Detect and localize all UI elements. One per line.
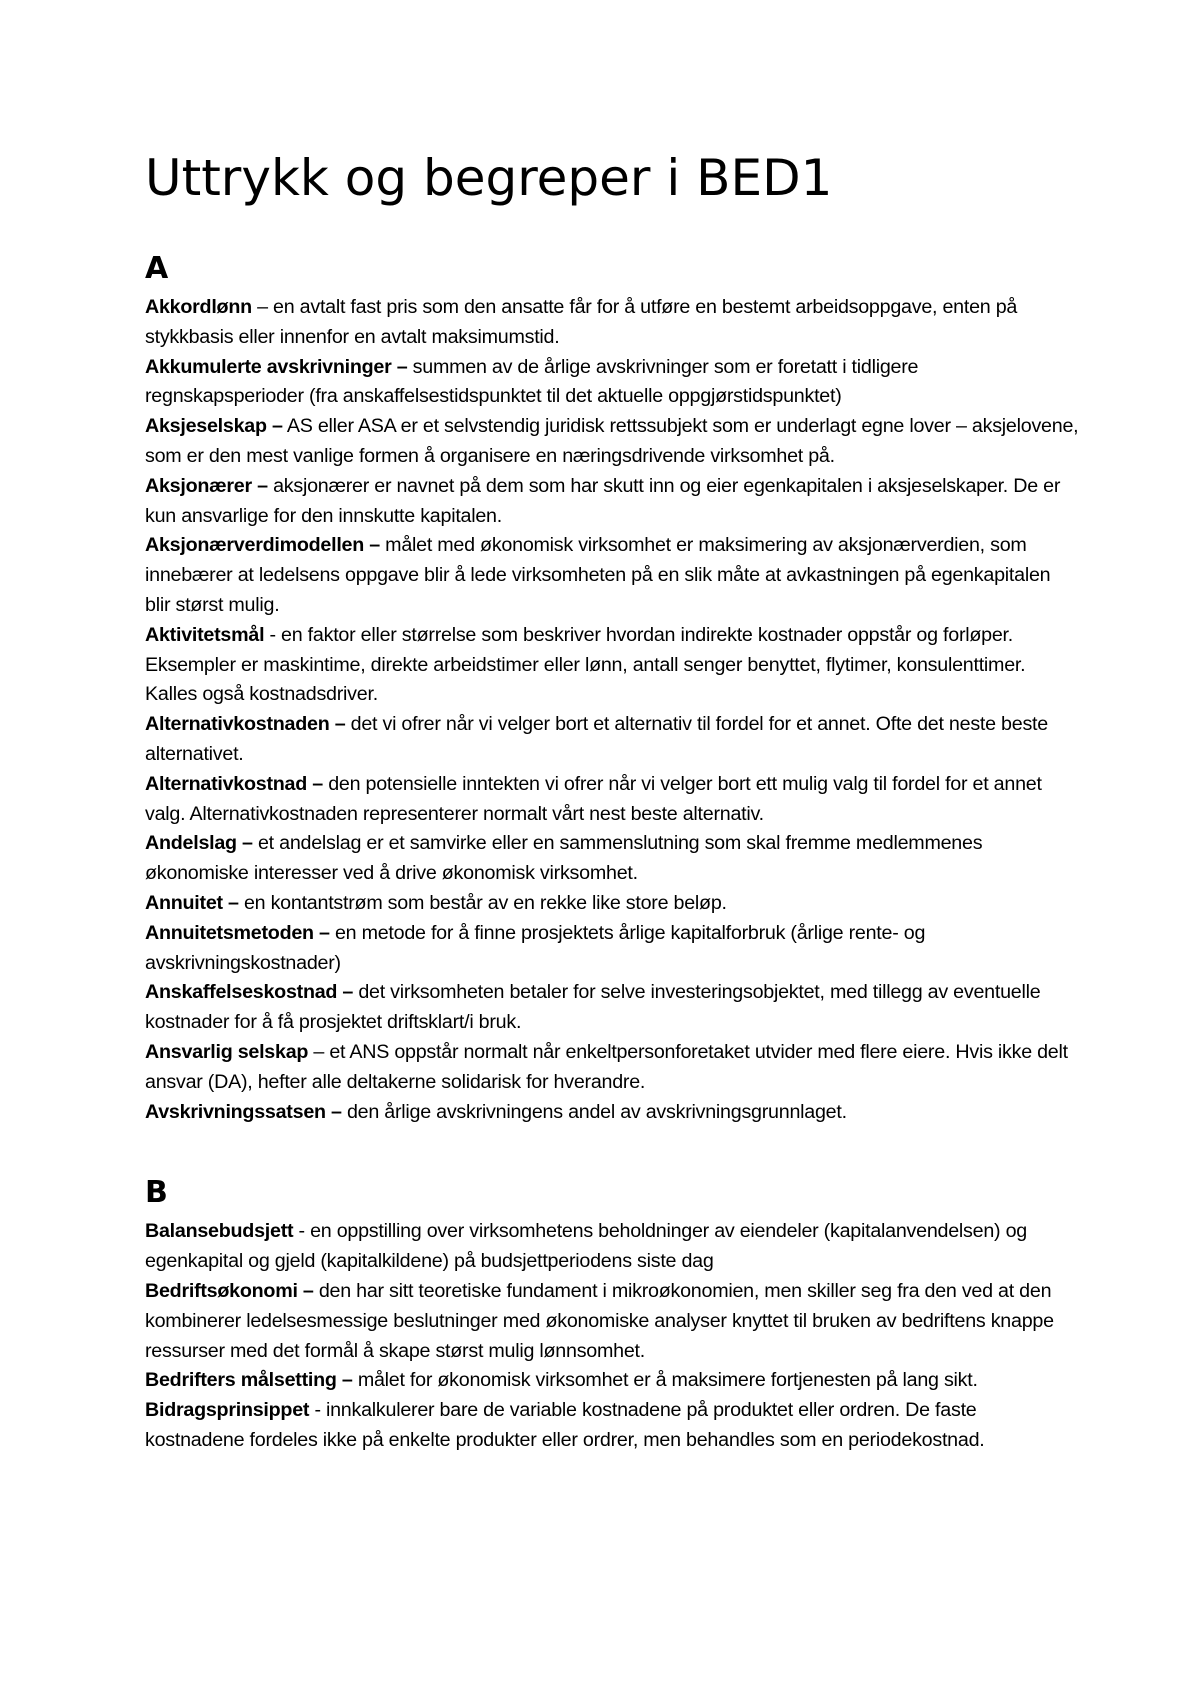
glossary-term: Annuitetsmetoden – [145, 921, 330, 944]
glossary-definition: - en oppstilling over virksomhetens beholdninger av eiendeler (kapitalanvendelsen) og egenkapital og gjeld (kapitalkildene) på budsjettperiodens siste dag [145, 1220, 1027, 1273]
glossary-term: Bedrifters målsetting – [145, 1369, 353, 1392]
glossary-definition: et andelslag er et samvirke eller en sammenslutning som skal fremme medlemmenes økonomiske interesser ved å drive økonomisk virksomhet. [145, 832, 983, 885]
glossary-term: Annuitet – [145, 891, 239, 914]
glossary-term: Avskrivningssatsen – [145, 1100, 342, 1123]
glossary-definition: – et ANS oppstår normalt når enkeltpersonforetaket utvider med flere eiere. Hvis ikke delt ansvar (DA), hefter alle deltakerne solidarisk for hverandre. [145, 1040, 1068, 1093]
glossary-definition: en kontantstrøm som består av en rekke like store beløp. [238, 891, 727, 914]
glossary-entry-aksjonaerer [145, 472, 1080, 532]
glossary-entry-anskaffelseskostnad [145, 978, 1080, 1038]
glossary-entry-annuitetsmetoden [145, 919, 1080, 979]
glossary-entry-avskrivningssatsen [145, 1098, 1080, 1128]
glossary-term: Balansebudsjett [145, 1220, 294, 1243]
glossary-term: Akkumulerte avskrivninger – [145, 355, 408, 378]
glossary-entry-balansebudsjett [145, 1217, 1080, 1277]
glossary-entry-bedriftsokonomi [145, 1277, 1080, 1366]
glossary-term: Anskaffelseskostnad – [145, 981, 354, 1004]
glossary-definition: den potensielle inntekten vi ofrer når vi velger bort ett mulig valg til fordel for et annet valg. Alternativkostnaden representerer normalt vårt nest beste alternativ. [145, 772, 1042, 825]
glossary-definition: aksjonærer er navnet på dem som har skutt inn og eier egenkapitalen i aksjeselskaper. De er kun ansvarlige for den innskutte kapitalen. [145, 474, 1061, 527]
glossary-term: Aksjeselskap – [145, 415, 283, 438]
glossary-term: Aksjonærverdimodellen – [145, 534, 380, 557]
glossary-entry-annuitet [145, 889, 1080, 919]
glossary-entry-aksjonaerverdimodellen [145, 531, 1080, 620]
glossary-entry-aksjeselskap [145, 412, 1080, 472]
glossary-term: Akkordlønn [145, 296, 252, 318]
glossary-definition: den årlige avskrivningens andel av avskrivningsgrunnlaget. [341, 1100, 847, 1123]
glossary-entry-alternativkostnad [145, 770, 1080, 830]
section-letter-a: A [145, 251, 169, 286]
glossary-term: Alternativkostnaden – [145, 713, 346, 736]
glossary-definition: det vi ofrer når vi velger bort et alternativ til fordel for et annet. Ofte det neste beste alternativet. [145, 713, 1048, 765]
glossary-definition: - en faktor eller størrelse som beskriver hvordan indirekte kostnader oppstår og forløper. Eksempler er maskintime, direkte arbeidstimer eller lønn, antall senger benyttet, flytimer, konsulenttimer. Kalles også kostnadsdriver. [145, 623, 1026, 706]
glossary-definition: en metode for å finne prosjektets årlige kapitalforbruk (årlige rente- og avskrivningskostnader) [145, 921, 926, 974]
glossary-term: Bedriftsøkonomi – [145, 1279, 314, 1302]
glossary-entry-bidragsprinsippet [145, 1396, 1080, 1456]
glossary-term: Aktivitetsmål [145, 623, 265, 646]
glossary-entry-alternativkostnaden [145, 710, 1080, 770]
glossary-entry-ansvarlig-selskap [145, 1038, 1080, 1098]
glossary-definition: målet for økonomisk virksomhet er å maksimere fortjenesten på lang sikt. [352, 1369, 978, 1392]
section-letter-b: B [145, 1175, 168, 1211]
glossary-entry-bedrifters-malsetting [145, 1366, 1080, 1396]
glossary-term: Ansvarlig selskap [145, 1040, 309, 1063]
glossary-definition: summen av de årlige avskrivninger som er foretatt i tidligere regnskapsperioder (fra anskaffelsestidspunktet til det aktuelle oppgjørstidspunktet) [145, 355, 919, 408]
glossary-definition: – en avtalt fast pris som den ansatte får for å utføre en bestemt arbeidsoppgave, enten på stykkbasis eller innenfor en avtalt maksimumstid. [145, 296, 1018, 348]
glossary-term: Alternativkostnad – [145, 772, 323, 795]
section-b [145, 1173, 1080, 1455]
glossary-term: Aksjonærer – [145, 474, 268, 497]
glossary-definition: det virksomheten betaler for selve investeringsobjektet, med tillegg av eventuelle kostnader for å få prosjektet driftsklart/i bruk. [145, 981, 1041, 1034]
glossary-entry-akkumulerte-avskrivninger [145, 353, 1080, 413]
section-a [145, 249, 1080, 1127]
glossary-entry-akkordlonn [145, 293, 1080, 353]
glossary-definition: målet med økonomisk virksomhet er maksimering av aksjonærverdien, som innebærer at ledelsens oppgave blir å lede virksomheten på en slik måte at avkastningen på egenkapitalen blir størst mulig. [145, 534, 1051, 616]
glossary-term: Andelslag – [145, 832, 253, 855]
glossary-definition: den har sitt teoretiske fundament i mikroøkonomien, men skiller seg fra den ved at den kombinerer ledelsesmessige beslutninger med økonomiske analyser knyttet til bruken av bedriftens knappe ressurser med det formål å skape størst mulig lønnsomhet. [145, 1279, 1054, 1362]
glossary-entry-andelslag [145, 829, 1080, 889]
glossary-definition: - innkalkulerer bare de variable kostnadene på produktet eller ordren. De faste kostnadene fordeles ikke på enkelte produkter eller ordrer, men behandles som en periodekostnad. [145, 1399, 985, 1451]
glossary-definition: AS eller ASA er et selvstendig juridisk rettssubjekt som er underlagt egne lover – aksjelovene, som er den mest vanlige formen å organisere en næringsdrivende virksomhet på. [145, 415, 1079, 467]
page-title: Uttrykk og begreper i BED1 [145, 149, 833, 207]
glossary-term: Bidragsprinsippet [145, 1399, 310, 1422]
glossary-entry-aktivitetsmal [145, 621, 1080, 710]
